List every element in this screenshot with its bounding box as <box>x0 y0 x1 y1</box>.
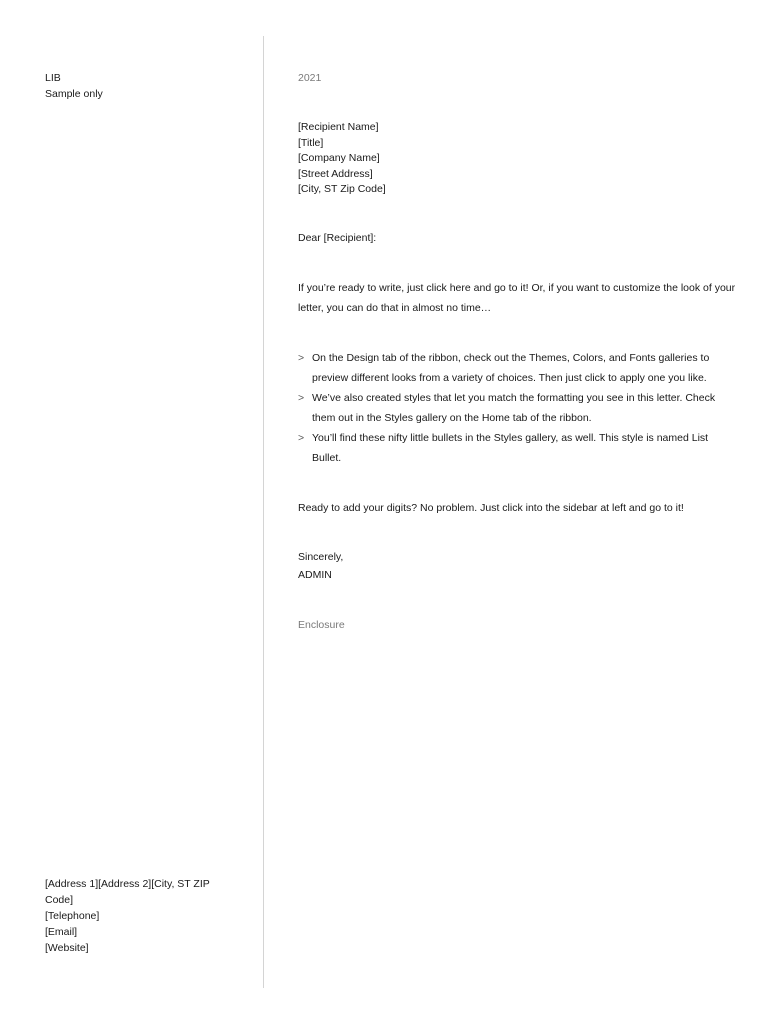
recipient-street: [Street Address] <box>298 167 373 180</box>
bullet-list <box>298 348 738 468</box>
website: [Website] <box>45 942 89 954</box>
sidebar-header <box>45 70 255 102</box>
bullet-marker-icon: > <box>298 351 305 364</box>
recipient-name: [Recipient Name] <box>298 121 379 133</box>
list-item <box>298 428 738 468</box>
letter-date: 2021 <box>298 72 322 84</box>
recipient-company: [Company Name] <box>298 152 380 164</box>
telephone: [Telephone] <box>45 910 100 922</box>
salutation: Dear [Recipient]: <box>298 231 377 244</box>
enclosure-note: Enclosure <box>298 618 345 631</box>
list-item-text: You’ll find these nifty little bullets in the Styles gallery, as well. This style is named List Bullet. <box>312 431 709 464</box>
sidebar-contact-info <box>45 876 250 956</box>
address-line-1: [Address 1][Address 2][City, ST ZIP <box>45 878 210 890</box>
sender-tagline: Sample only <box>45 88 103 100</box>
letter-body <box>298 70 738 634</box>
closing-block <box>298 548 738 584</box>
list-item-text: On the Design tab of the ribbon, check out the Themes, Colors, and Fonts galleries to preview different looks from a variety of choices. Then just click to apply one you like. <box>312 351 710 384</box>
list-item <box>298 348 738 388</box>
email: [Email] <box>45 926 78 938</box>
sender-name: LIB <box>45 72 61 84</box>
signature-name: ADMIN <box>298 568 332 581</box>
intro-paragraph: If you’re ready to write, just click here and go to it! Or, if you want to customize the look of your letter, you can do that in almost no time… <box>298 281 736 314</box>
bullet-marker-icon: > <box>298 431 305 444</box>
closing-word: Sincerely, <box>298 550 344 563</box>
list-item <box>298 388 738 428</box>
address-line-2: Code] <box>45 894 74 906</box>
list-item-text: We’ve also created styles that let you match the formatting you see in this letter. Check them out in the Styles gallery on the Home tab of the ribbon. <box>312 391 716 424</box>
sidebar-divider <box>263 36 264 988</box>
closing-paragraph: Ready to add your digits? No problem. Just click into the sidebar at left and go to it! <box>298 501 684 514</box>
bullet-marker-icon: > <box>298 391 305 404</box>
recipient-city: [City, ST Zip Code] <box>298 183 386 195</box>
recipient-title: [Title] <box>298 136 324 149</box>
recipient-address <box>298 120 738 198</box>
